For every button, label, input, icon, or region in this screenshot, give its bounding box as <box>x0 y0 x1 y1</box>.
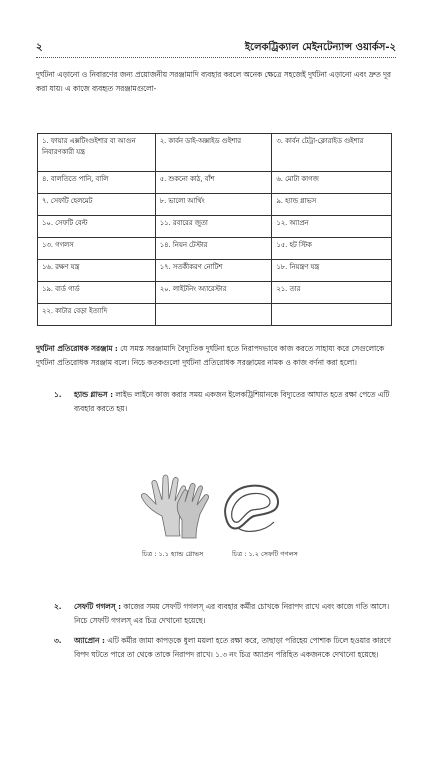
item-description: কাজের সময় সেফটি গগলস্ এর ব্যবহার কর্মীর চোখকে নিরাপদ রাখে এবং কাজে গতি আসে। নিচে সেফটি গগলস্ এর চিত্র দেখানো হয়েছে। <box>74 602 390 625</box>
table-cell: ২১. তার <box>272 282 392 304</box>
figures-row <box>0 470 432 560</box>
table-cell: ২. কার্বন ডাই-অক্সাইড গুইশার <box>155 134 272 172</box>
item-term: সেফটি গগলস্ : <box>74 602 121 611</box>
table-cell: ৫. শুকনো কাঠ, বাঁশ <box>155 172 272 194</box>
table-row <box>38 172 392 194</box>
table-cell: ৩. কার্বন টেট্রা-ক্লোরাইড গুইশার <box>272 134 392 172</box>
running-title: ইলেকট্রিক্যাল মেইনটেন্যান্স ওয়ার্কস-২ <box>244 42 396 53</box>
table-cell: ১৯. বার্ড গার্ড <box>38 282 156 304</box>
item-text <box>74 388 392 416</box>
table-cell: ২২. কাটার বেড়া ইত্যাদি <box>38 304 156 326</box>
table-cell <box>272 304 392 326</box>
item-number: ২. <box>54 602 62 611</box>
table-cell: ১৬. রক্ষণ যন্ত্র <box>38 260 156 282</box>
table-row <box>38 238 392 260</box>
table-cell: ১২. অ্যাপ্রন <box>272 216 392 238</box>
table-cell: ১৩. গগলস <box>38 238 156 260</box>
table-cell: ১৮. নিয়ন্ত্রণ যন্ত্র <box>272 260 392 282</box>
figure-caption-gloves: চিত্র : ১.১ হ্যান্ড গ্লোভস <box>142 550 204 558</box>
table-cell: ৯. হ্যান্ড গ্লাভস <box>272 194 392 216</box>
page-number: ২ <box>36 42 43 53</box>
table-cell: ৬. মোটা কাগজ <box>272 172 392 194</box>
item-description: লাইভ লাইনে কাজ করার সময় একজন ইলেকট্রিশিয়ানকে বিদ্যুতের আঘাত হতে রক্ষা পেতে এটি ব্যবহার করতে হয়। <box>74 390 390 413</box>
table-cell: ২০. লাইটনিং অ্যারেস্টার <box>155 282 272 304</box>
protective-equipment-paragraph <box>36 342 396 370</box>
page-header <box>36 38 396 56</box>
item-term: হ্যান্ড গ্লাভস : <box>74 390 113 399</box>
table-row <box>38 134 392 172</box>
table-cell: ১. ফায়ার এক্সটিংগুইশার বা আগুন নিবারণকারী যন্ত্র <box>38 134 156 172</box>
table-cell: ১৫. হট স্টিক <box>272 238 392 260</box>
table-cell: ১১. রবারের জুতা <box>155 216 272 238</box>
table-cell: ৪. বালতিতে পানি, বালি <box>38 172 156 194</box>
table-cell: ১৭. সতর্কীকরণ নোটিশ <box>155 260 272 282</box>
item-description: এটি কর্মীর জামা কাপড়কে ধুলা ময়লা হতে রক্ষা করে, তাছাড়া পরিহেয় পোশাক ঢিলে হওয়ার কারণে বিপদ ঘটতে পারে তা থেকে তাকে নিরাপদ রাখে। ১.৩ নং চিত্র অ্যাপ্রন পরিহিত একজনকে দেখানো হয়েছে। <box>74 636 391 659</box>
table-cell: ৭. সেফটি হেলমেট <box>38 194 156 216</box>
item-term: অ্যাপ্রোন : <box>74 636 105 645</box>
table-cell <box>155 304 272 326</box>
protective-term: দুর্ঘটনা প্রতিরোধক সরঞ্জাম : <box>36 344 118 353</box>
hand-gloves-illustration <box>136 472 216 542</box>
item-text <box>74 634 392 662</box>
table-row <box>38 282 392 304</box>
item-number: ৩. <box>54 636 62 645</box>
table-row <box>38 194 392 216</box>
table-row <box>38 216 392 238</box>
intro-paragraph: দুর্ঘটনা এড়ানো ও নিবারণের জন্য প্রয়োজনীয় সরঞ্জামাদি ব্যবহার করলে অনেক ক্ষেত্রে সহজেই দুর্ঘটনা এড়ানো এবং দ্রুত দূর করা যায়। এ কাজে ব্যবহৃত সরঞ্জামগুলো- <box>36 70 391 93</box>
protective-text: যে সমস্ত সরঞ্জামাদি বৈদ্যুতিক দুর্ঘটনা হতে নিরাপদভাবে কাজ করতে সাহায্য করে সেগুলোকে দুর্ঘটনা প্রতিরোধক সরঞ্জাম বলে। নিচে কতকগুলো দুর্ঘটনা প্রতিরোধক সরঞ্জামের নামক ও কাজ বর্ণনা করা হলো। <box>36 344 385 367</box>
item-number: ১. <box>54 390 62 399</box>
table-cell: ৮. ভালো আর্থিং <box>155 194 272 216</box>
equipment-table <box>37 133 392 326</box>
header-divider <box>36 57 396 58</box>
table-cell: ১০. সেফটি বেল্ট <box>38 216 156 238</box>
figure-caption-goggles: চিত্র : ১.২ সেফটি গগলস <box>232 550 298 558</box>
table-row <box>38 260 392 282</box>
item-text <box>74 600 392 628</box>
table-cell: ১৪. নিয়ন টেস্টার <box>155 238 272 260</box>
safety-goggles-illustration <box>218 478 288 538</box>
table-row <box>38 304 392 326</box>
